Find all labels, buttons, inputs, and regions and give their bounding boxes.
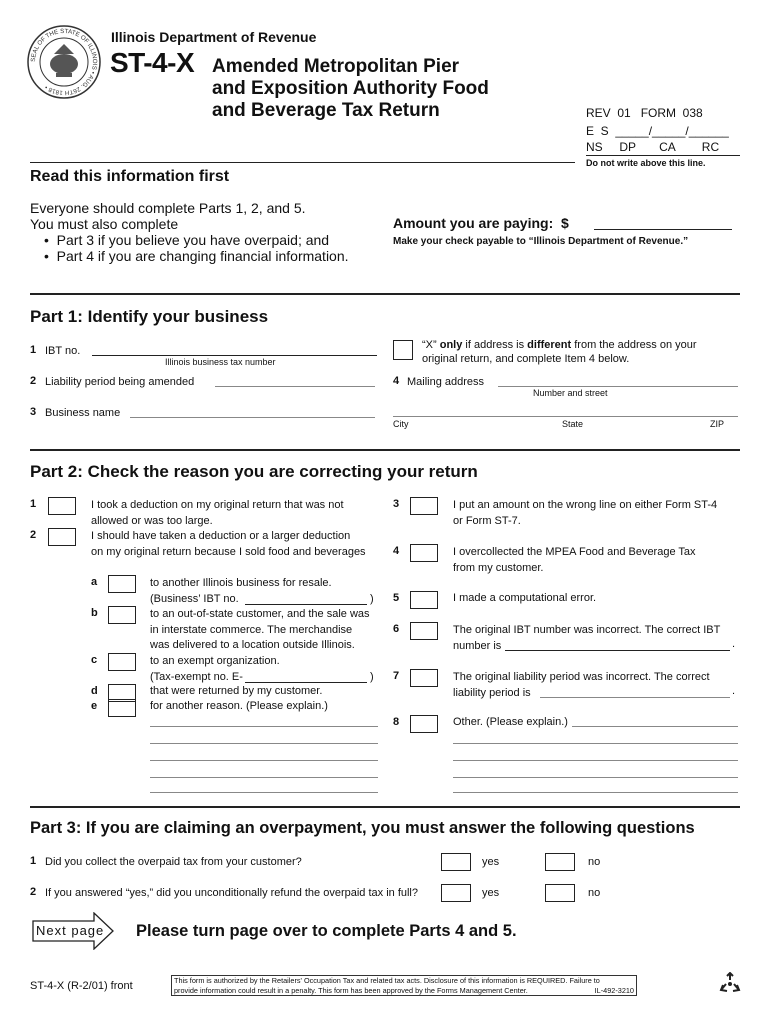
item2-label: Liability period being amended: [45, 376, 195, 388]
reason4-number: 4: [393, 545, 400, 557]
reason8-text: Other. (Please explain.): [453, 716, 568, 728]
explain-line-left-5[interactable]: [150, 792, 378, 793]
reason8-box[interactable]: [410, 715, 438, 733]
authorization-notice: This form is authorized by the Retailers' Occupation Tax and related tax acts. Disclosure of this information is REQUIRED. Failure to provide information could result in a penalty. This form has been approved by the Forms Management Center. IL-492-3210: [171, 975, 637, 996]
do-not-write-note: Do not write above this line.: [586, 158, 706, 168]
q1-text: Did you collect the overpaid tax from your customer?: [45, 856, 302, 868]
number-street-label: Number and street: [533, 388, 608, 398]
intro-line2: You must also complete: [30, 216, 179, 232]
part3-heading: Part 3: If you are claiming an overpayment, you must answer the following questions: [30, 819, 695, 837]
intro-line1: Everyone should complete Parts 1, 2, and 5.: [30, 200, 306, 216]
q1-yes-label: yes: [482, 856, 500, 868]
part1-heading: Part 1: Identify your business: [30, 307, 269, 326]
reason6-number: 6: [393, 623, 400, 635]
explain-line-left-2[interactable]: [150, 743, 378, 744]
form-code: ST-4-X: [110, 47, 195, 78]
payable-name: Illinois Department of Revenue: [533, 236, 681, 247]
explain-line-left-1[interactable]: [150, 726, 378, 727]
reason5-number: 5: [393, 592, 400, 604]
es-line: E S _____/_____/______: [586, 124, 729, 138]
explain-line-right-0[interactable]: [572, 726, 738, 727]
il-form-number: IL-492-3210: [594, 985, 634, 995]
correct-period-field[interactable]: [540, 697, 730, 698]
sub-d-label: d: [91, 685, 98, 697]
explain-line-right-3[interactable]: [453, 777, 738, 778]
part2-heading: Part 2: Check the reason you are correcting your return: [30, 462, 478, 481]
sub-b-label: b: [91, 607, 98, 619]
state-seal: [26, 24, 102, 100]
sub-b-text: to an out-of-state customer, and the sale was in interstate commerce. The merchandise was delivered to a location outside Illinois.: [150, 608, 370, 651]
explain-line-right-4[interactable]: [453, 792, 738, 793]
q2-yes-label: yes: [482, 887, 500, 899]
liability-period-field[interactable]: [215, 386, 375, 387]
item3-label: Business name: [45, 407, 121, 419]
item4-number: 4: [393, 375, 400, 387]
reason7-text: The original liability period was incorrect. The correct liability period is: [453, 671, 710, 699]
address-change-instruction: “X” only if address is different from the address on your original return, and complete Item 4 below.: [422, 339, 697, 365]
address-change-checkbox[interactable]: [393, 340, 413, 360]
item1-label: IBT no.: [45, 345, 81, 357]
tax-exempt-number-field[interactable]: [245, 682, 367, 683]
agency-name: Illinois Department of Revenue: [111, 29, 317, 45]
ibt-number-field[interactable]: [92, 355, 377, 356]
correct-ibt-field[interactable]: [505, 650, 730, 651]
reason7-period: .: [732, 685, 736, 697]
sub-a-ibt-field[interactable]: [245, 604, 367, 605]
q1-no-label: no: [588, 856, 601, 868]
explain-line-left-3[interactable]: [150, 760, 378, 761]
reason7-number: 7: [393, 670, 400, 682]
reason2-box[interactable]: [48, 528, 76, 546]
reason3-number: 3: [393, 498, 400, 510]
q2-number: 2: [30, 886, 37, 898]
reason1-box[interactable]: [48, 497, 76, 515]
mailing-street-field[interactable]: [498, 386, 738, 387]
reason4-text: I overcollected the MPEA Food and Beverage Tax from my customer.: [453, 546, 696, 574]
sub-e-box[interactable]: [108, 699, 136, 717]
q2-yes-box[interactable]: [441, 884, 471, 902]
payable-note: Make your check payable to “Illinois Department of Revenue.”: [393, 236, 689, 247]
sub-c-label: c: [91, 654, 98, 666]
city-label: City: [393, 419, 409, 429]
form-title-line1: Amended Metropolitan Pier: [212, 56, 460, 77]
sub-a-label: a: [91, 576, 98, 588]
form-revision-id: ST-4-X (R-2/01) front: [30, 980, 133, 992]
explain-line-right-2[interactable]: [453, 760, 738, 761]
q1-yes-box[interactable]: [441, 853, 471, 871]
reason3-box[interactable]: [410, 497, 438, 515]
reason2-number: 2: [30, 529, 37, 541]
reason6-period: .: [732, 638, 736, 650]
turn-page-instruction: Please turn page over to complete Parts 4 and 5.: [136, 922, 517, 940]
form-title-line2: and Exposition Authority Food: [212, 78, 489, 99]
item3-number: 3: [30, 406, 37, 418]
state-label: State: [562, 419, 584, 429]
q2-no-label: no: [588, 887, 601, 899]
reason2-text: I should have taken a deduction or a larger deduction on my original return because I sold food and beverages: [91, 530, 366, 558]
item4-label: Mailing address: [407, 376, 485, 388]
read-first-heading: Read this information first: [30, 168, 230, 185]
item1-number: 1: [30, 344, 37, 356]
intro-bullet2: • Part 4 if you are changing financial information.: [44, 248, 349, 264]
form-title-line3: and Beverage Tax Return: [212, 100, 440, 121]
business-name-field[interactable]: [130, 417, 375, 418]
reason5-text: I made a computational error.: [453, 592, 597, 604]
reason6-text: The original IBT number was incorrect. The correct IBT number is: [453, 624, 721, 652]
sub-a-box[interactable]: [108, 575, 136, 593]
ibt-sub-label: Illinois business tax number: [165, 357, 276, 367]
sub-c-box[interactable]: [108, 653, 136, 671]
sub-e-text: for another reason. (Please explain.): [150, 700, 328, 712]
sub-b-box[interactable]: [108, 606, 136, 624]
reason8-number: 8: [393, 716, 400, 728]
reason4-box[interactable]: [410, 544, 438, 562]
seal-text: SEAL OF THE STATE OF ILLINOIS • AUG. 26TH 1818 •: [29, 27, 99, 97]
reason6-box[interactable]: [410, 622, 438, 640]
next-page-label: Next page: [36, 923, 105, 938]
rev-form-code: REV 01 FORM 038: [586, 106, 703, 120]
intro-bullet1: • Part 3 if you believe you have overpaid; and: [44, 232, 330, 248]
reason1-number: 1: [30, 498, 37, 510]
explain-line-left-4[interactable]: [150, 777, 378, 778]
office-codes: NS DP CA RC: [586, 140, 720, 154]
amount-paying-label: Amount you are paying: $: [393, 215, 569, 231]
q2-no-box[interactable]: [545, 884, 575, 902]
q1-no-box[interactable]: [545, 853, 575, 871]
amount-paying-field[interactable]: [594, 229, 732, 230]
reason5-box[interactable]: [410, 591, 438, 609]
recycle-icon: [719, 972, 741, 994]
q1-number: 1: [30, 855, 37, 867]
zip-label: ZIP: [710, 419, 725, 429]
city-state-zip-field[interactable]: [393, 416, 738, 417]
explain-line-right-1[interactable]: [453, 743, 738, 744]
item2-number: 2: [30, 375, 37, 387]
sub-c-text: to an exempt organization. (Tax-exempt no. E- ): [150, 655, 374, 683]
q2-text: If you answered “yes,” did you unconditionally refund the overpaid tax in full?: [45, 887, 418, 899]
reason7-box[interactable]: [410, 669, 438, 687]
sub-e-label: e: [91, 700, 98, 712]
sub-d-text: that were returned by my customer.: [150, 685, 323, 697]
reason3-text: I put an amount on the wrong line on either Form ST-4 or Form ST-7.: [453, 499, 718, 527]
next-page-arrow[interactable]: [32, 912, 114, 950]
sub-a-text: to another Illinois business for resale. (Business’ IBT no. ): [150, 577, 374, 605]
reason1-text: I took a deduction on my original return that was not allowed or was too large.: [91, 499, 344, 527]
